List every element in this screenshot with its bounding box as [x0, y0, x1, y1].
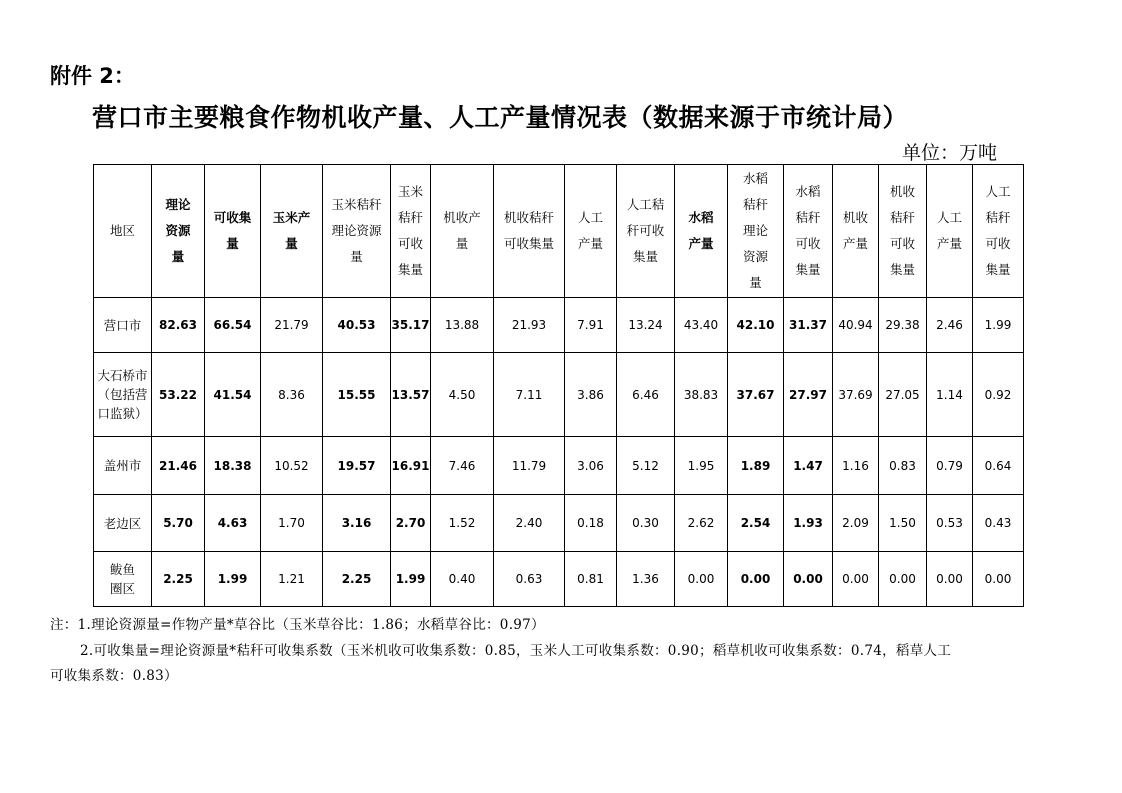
table-cell: 41.54 — [205, 353, 261, 437]
table-cell: 0.92 — [973, 353, 1024, 437]
table-cell: 6.46 — [617, 353, 675, 437]
header-cell — [879, 165, 927, 298]
table-cell: 2.25 — [323, 552, 391, 607]
header-cell — [94, 165, 152, 298]
table-cell: 21.46 — [152, 437, 205, 495]
header-label: 人工秸秆可收集量 — [985, 184, 1011, 277]
table-cell: 16.91 — [391, 437, 431, 495]
table-row — [94, 552, 1024, 607]
region-cell: 盖州市 — [94, 437, 152, 495]
table-row — [94, 495, 1024, 552]
note-line-3: 可收集系数：0.83） — [50, 668, 178, 684]
header-label: 水稻秸秆可收集量 — [795, 184, 821, 277]
header-label: 玉米秸秆理论资源量 — [331, 197, 382, 264]
table-cell: 1.50 — [879, 495, 927, 552]
header-label: 玉米产量 — [272, 210, 311, 251]
header-cell — [973, 165, 1024, 298]
table-cell: 0.00 — [833, 552, 879, 607]
header-label: 可收集量 — [213, 210, 252, 251]
table-cell: 2.70 — [391, 495, 431, 552]
table-cell: 11.79 — [494, 437, 565, 495]
table-cell: 0.18 — [565, 495, 617, 552]
table-cell: 0.00 — [879, 552, 927, 607]
table-cell: 1.99 — [973, 298, 1024, 353]
region-cell — [94, 353, 152, 437]
table-cell: 8.36 — [261, 353, 323, 437]
table-cell: 37.67 — [728, 353, 784, 437]
table-cell: 0.81 — [565, 552, 617, 607]
table-cell: 0.40 — [431, 552, 494, 607]
table-cell: 13.24 — [617, 298, 675, 353]
note-line-1: 注：1.理论资源量=作物产量*草谷比（玉米草谷比：1.86；水稻草谷比：0.97） — [50, 617, 545, 633]
table-cell: 1.14 — [927, 353, 973, 437]
page-title: 营口市主要粮食作物机收产量、人工产量情况表（数据来源于市统计局） — [92, 103, 909, 132]
table-cell: 0.43 — [973, 495, 1024, 552]
table-cell: 1.36 — [617, 552, 675, 607]
table-cell: 42.10 — [728, 298, 784, 353]
table-cell: 1.93 — [784, 495, 833, 552]
table-cell: 5.12 — [617, 437, 675, 495]
table-cell: 2.25 — [152, 552, 205, 607]
table-cell: 2.46 — [927, 298, 973, 353]
table-cell: 0.64 — [973, 437, 1024, 495]
header-cell — [565, 165, 617, 298]
table-cell: 5.70 — [152, 495, 205, 552]
table-cell: 66.54 — [205, 298, 261, 353]
unit-label: 单位：万吨 — [902, 142, 998, 164]
header-label: 人工秸秆可收集量 — [626, 197, 665, 264]
table-cell: 29.38 — [879, 298, 927, 353]
table-cell: 4.63 — [205, 495, 261, 552]
header-label: 人工产量 — [936, 210, 962, 251]
table-cell: 1.99 — [205, 552, 261, 607]
header-cell — [728, 165, 784, 298]
header-cell — [617, 165, 675, 298]
table-cell: 0.00 — [973, 552, 1024, 607]
table-cell: 1.89 — [728, 437, 784, 495]
header-label: 机收秸秆可收集量 — [503, 210, 554, 251]
table-cell: 21.79 — [261, 298, 323, 353]
header-cell — [833, 165, 879, 298]
table-row — [94, 298, 1024, 353]
region-cell — [94, 552, 152, 607]
table-cell: 3.06 — [565, 437, 617, 495]
table-cell: 3.16 — [323, 495, 391, 552]
header-cell — [323, 165, 391, 298]
table-cell: 1.21 — [261, 552, 323, 607]
region-cell: 老边区 — [94, 495, 152, 552]
note-line-2: 2.可收集量=理论资源量*秸秆可收集系数（玉米机收可收集系数：0.85，玉米人工可收集系数：0.90；稻草机收可收集系数：0.74，稻草人工 — [80, 643, 952, 659]
table-cell: 13.57 — [391, 353, 431, 437]
table-cell: 2.40 — [494, 495, 565, 552]
table-cell: 19.57 — [323, 437, 391, 495]
header-label: 机收产量 — [443, 210, 481, 251]
table-cell: 7.11 — [494, 353, 565, 437]
table-cell: 0.00 — [927, 552, 973, 607]
table-cell: 2.62 — [675, 495, 728, 552]
table-cell: 7.46 — [431, 437, 494, 495]
table-cell: 1.16 — [833, 437, 879, 495]
header-cell — [261, 165, 323, 298]
table-cell: 82.63 — [152, 298, 205, 353]
attachment-label: 附件 2： — [50, 64, 135, 88]
table-cell: 0.00 — [728, 552, 784, 607]
table-cell: 31.37 — [784, 298, 833, 353]
table-cell: 40.53 — [323, 298, 391, 353]
header-cell — [784, 165, 833, 298]
table-cell: 0.00 — [675, 552, 728, 607]
table-cell: 1.99 — [391, 552, 431, 607]
table-cell: 15.55 — [323, 353, 391, 437]
header-cell — [205, 165, 261, 298]
table-cell: 38.83 — [675, 353, 728, 437]
header-label: 人工产量 — [577, 210, 603, 251]
header-label: 水稻产量 — [688, 210, 714, 251]
header-label: 水稻秸秆理论资源量 — [742, 171, 768, 290]
header-cell — [152, 165, 205, 298]
table-cell: 0.30 — [617, 495, 675, 552]
header-label: 理论资源量 — [165, 197, 191, 264]
region-label: 鲅鱼圈区 — [109, 562, 135, 596]
table-cell: 35.17 — [391, 298, 431, 353]
table-cell: 4.50 — [431, 353, 494, 437]
header-cell — [431, 165, 494, 298]
table-cell: 0.53 — [927, 495, 973, 552]
table-cell: 43.40 — [675, 298, 728, 353]
table-cell: 21.93 — [494, 298, 565, 353]
table-cell: 2.09 — [833, 495, 879, 552]
table-cell: 1.52 — [431, 495, 494, 552]
table-row — [94, 437, 1024, 495]
table-cell: 2.54 — [728, 495, 784, 552]
header-label: 机收秸秆可收集量 — [889, 184, 915, 277]
table-row — [94, 353, 1024, 437]
table-cell: 37.69 — [833, 353, 879, 437]
table-cell: 3.86 — [565, 353, 617, 437]
table-cell: 7.91 — [565, 298, 617, 353]
data-table — [93, 164, 1024, 607]
header-cell — [927, 165, 973, 298]
header-cell — [675, 165, 728, 298]
header-cell — [391, 165, 431, 298]
header-label: 地区 — [109, 223, 135, 238]
header-row — [94, 165, 1024, 298]
table-cell: 0.63 — [494, 552, 565, 607]
table-cell: 0.79 — [927, 437, 973, 495]
table-cell: 1.47 — [784, 437, 833, 495]
table-cell: 13.88 — [431, 298, 494, 353]
table-cell: 53.22 — [152, 353, 205, 437]
table-cell: 1.95 — [675, 437, 728, 495]
table-cell: 0.83 — [879, 437, 927, 495]
region-label: 大石桥市（包括营口监狱） — [97, 368, 148, 421]
header-label: 玉米秸秆可收集量 — [397, 184, 423, 277]
region-cell: 营口市 — [94, 298, 152, 353]
header-cell — [494, 165, 565, 298]
table-cell: 1.70 — [261, 495, 323, 552]
table-cell: 27.97 — [784, 353, 833, 437]
table-cell: 18.38 — [205, 437, 261, 495]
table-cell: 0.00 — [784, 552, 833, 607]
header-label: 机收产量 — [842, 210, 868, 251]
table-cell: 10.52 — [261, 437, 323, 495]
table-cell: 40.94 — [833, 298, 879, 353]
table-cell: 27.05 — [879, 353, 927, 437]
